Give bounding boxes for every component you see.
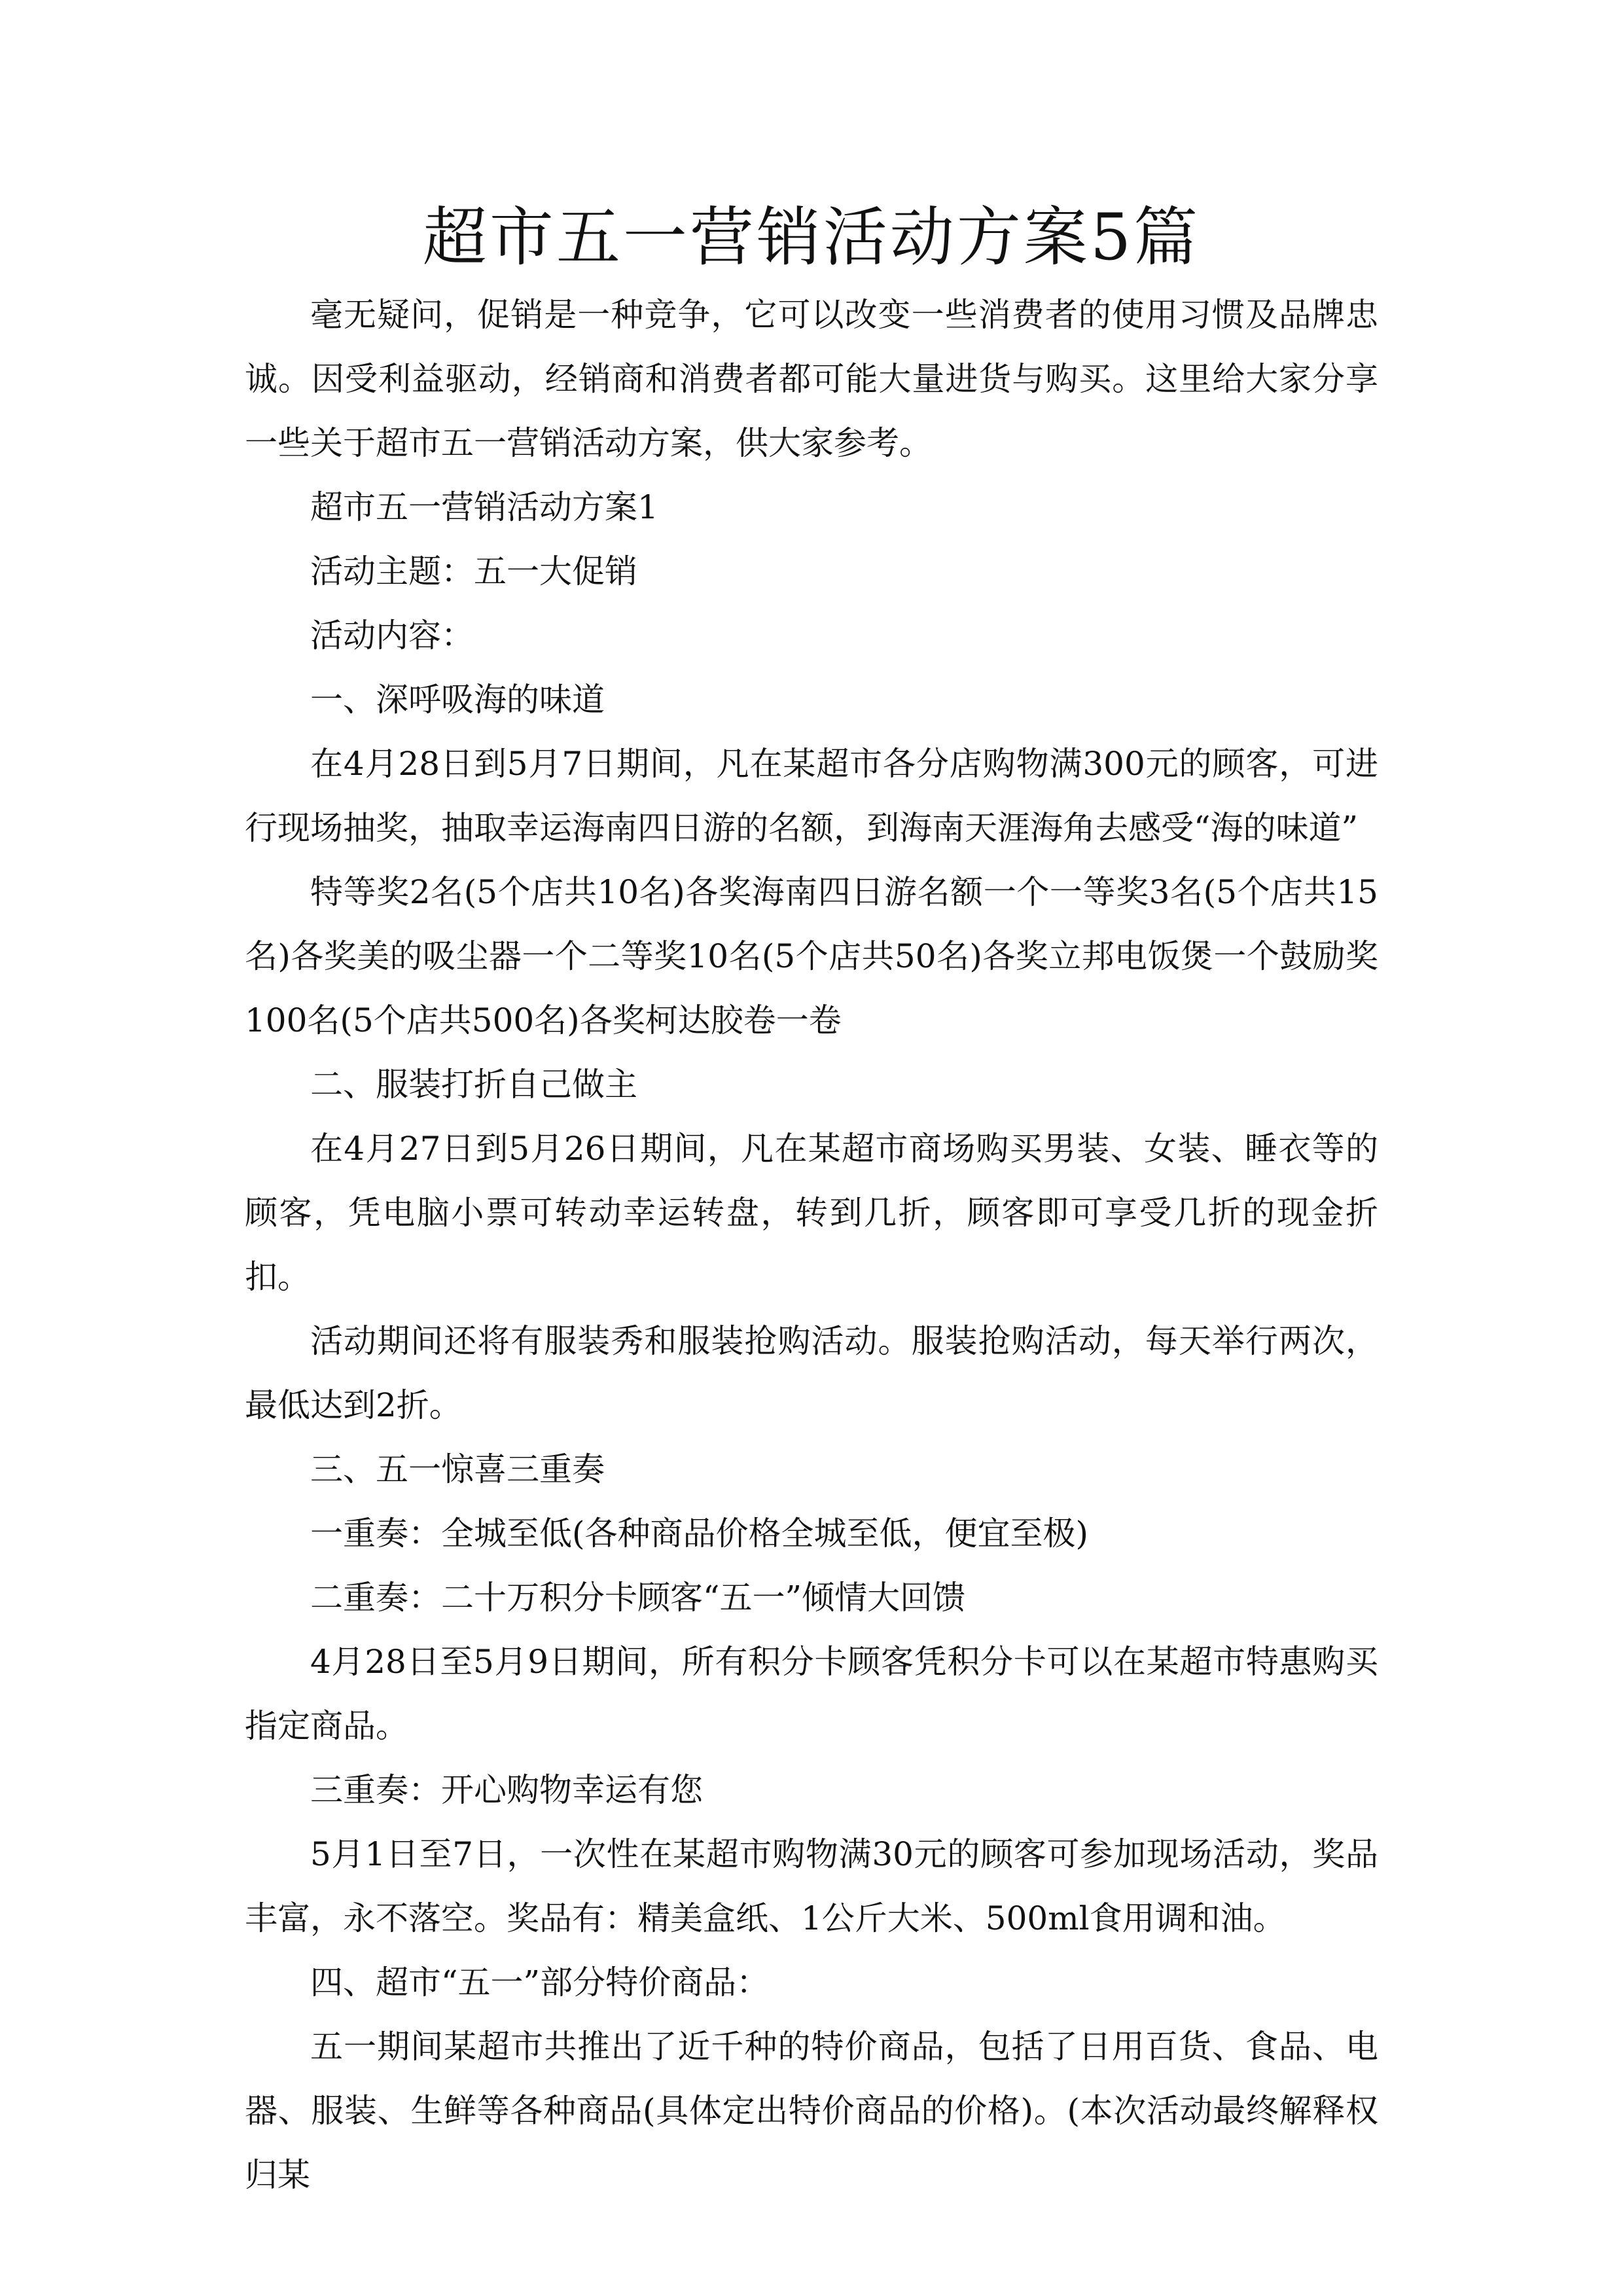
paragraph-fashion-show: 活动期间还将有服装秀和服装抢购活动。服装抢购活动，每天举行两次，最低达到2折。: [245, 1322, 1378, 1424]
paragraph-section-four: 四、超市“五一”部分特价商品：: [310, 1964, 770, 2001]
paragraph-section-two: 二、服装打折自己做主: [310, 1066, 637, 1103]
paragraph-activity-content: 活动内容：: [310, 617, 474, 655]
paragraph-plan-heading: 超市五一营销活动方案1: [310, 488, 658, 526]
paragraph-first-movement: 一重奏：全城至低(各种商品价格全城至低，便宜至极): [310, 1515, 1089, 1552]
paragraph-second-movement: 二重奏：二十万积分卡顾客“五一”倾情大回馈: [310, 1579, 966, 1617]
paragraph-prizes: 特等奖2名(5个店共10名)各奖海南四日游名额一个一等奖3名(5个店共15名)各奖美的吸尘器一个二等奖10名(5个店共50名)各奖立邦电饭煲一个鼓励奖100名(5个店共500名)各奖柯达胶卷一卷: [245, 873, 1378, 1039]
paragraph-lottery-details: 在4月28日到5月7日期间，凡在某超市各分店购物满300元的顾客，可进行现场抽奖，抽取幸运海南四日游的名额，到海南天涯海角去感受“海的味道”: [245, 745, 1378, 847]
paragraph-activity-theme: 活动主题：五一大促销: [310, 552, 637, 590]
paragraph-third-movement: 三重奏：开心购物幸运有您: [310, 1771, 703, 1809]
paragraph-special-products: 五一期间某超市共推出了近千种的特价商品，包括了日用百货、食品、电器、服装、生鲜等各种商品(具体定出特价商品的价格)。(本次活动最终解释权归某: [245, 2028, 1378, 2194]
paragraph-onsite-activity: 5月1日至7日，一次性在某超市购物满30元的顾客可参加现场活动，奖品丰富，永不落空。奖品有：精美盒纸、1公斤大米、500ml食用调和油。: [245, 1835, 1378, 1937]
document-body: [245, 283, 1378, 2207]
paragraph-section-one: 一、深呼吸海的味道: [310, 681, 605, 719]
paragraph-points-card: 4月28日至5月9日期间，所有积分卡顾客凭积分卡可以在某超市特惠购买指定商品。: [245, 1643, 1378, 1745]
paragraph-intro: 毫无疑问，促销是一种竞争，它可以改变一些消费者的使用习惯及品牌忠诚。因受利益驱动，经销商和消费者都可能大量进货与购买。这里给大家分享一些关于超市五一营销活动方案，供大家参考。: [245, 296, 1378, 462]
paragraph-section-three: 三、五一惊喜三重奏: [310, 1450, 605, 1488]
document-title: 超市五一营销活动方案5篇: [422, 200, 1201, 275]
paragraph-clothing-discount: 在4月27日到5月26日期间，凡在某超市商场购买男装、女装、睡衣等的顾客，凭电脑小票可转动幸运转盘，转到几折，顾客即可享受几折的现金折扣。: [245, 1130, 1378, 1296]
